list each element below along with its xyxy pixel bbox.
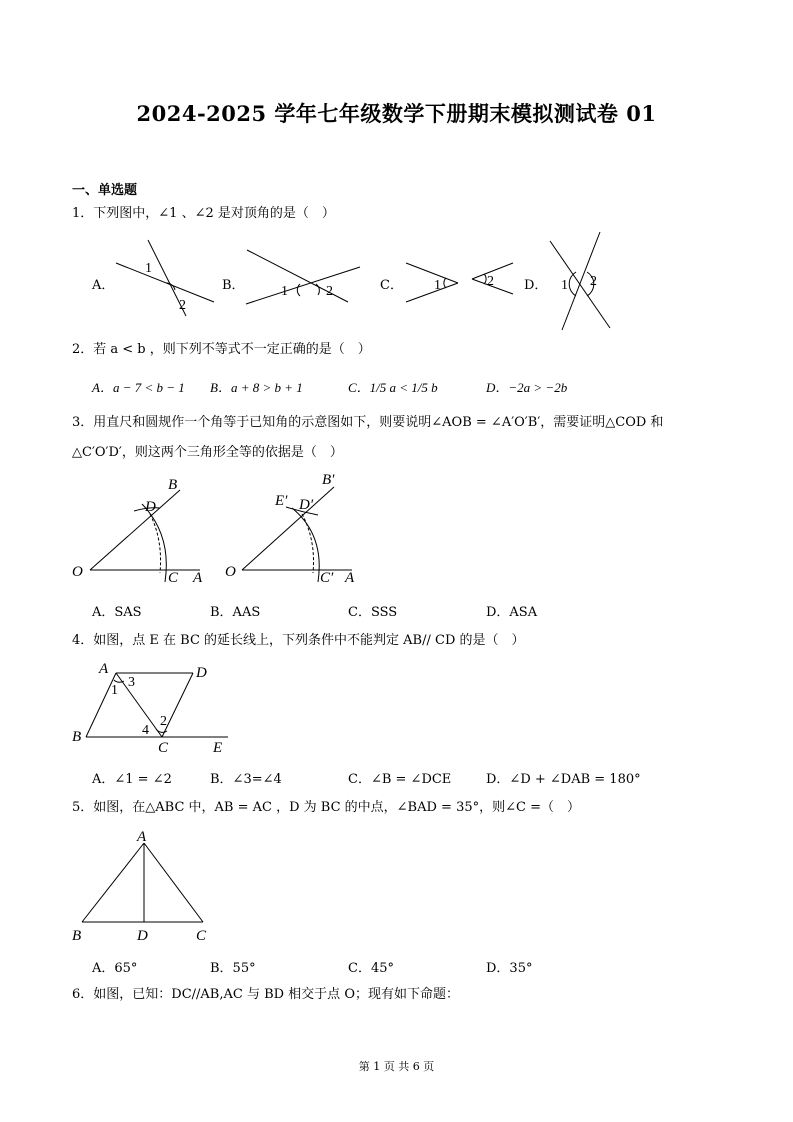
q4-label-e: E <box>213 740 223 756</box>
q3-option-c: C．SSS <box>348 605 398 620</box>
q1b-label-2: 2 <box>326 284 333 299</box>
q5-option-a: A．65° <box>92 961 138 976</box>
q1-figure-a <box>116 240 214 316</box>
question-1-stem: 1．下列图中，∠1 、∠2 是对顶角的是（ ） <box>72 206 335 221</box>
q4-option-d: D．∠D + ∠DAB = 180° <box>486 772 641 787</box>
q3-right-label-d: D′ <box>299 497 314 513</box>
q1-figure-c <box>406 263 513 302</box>
q1a-label-2: 2 <box>179 298 186 313</box>
q5-option-d: D．35° <box>486 961 533 976</box>
question-3-stem-line-1: 3．用直尺和圆规作一个角等于已知角的示意图如下，则要说明∠AOB = ∠A′O′B′，需要证明△COD 和 <box>72 415 664 430</box>
q3-left-label-b: B <box>168 477 178 493</box>
q2-option-a: A．a − 7 < b − 1 <box>92 380 185 395</box>
question-4-stem: 4．如图，点 E 在 BC 的延长线上，下列条件中不能判定 AB// CD 的是（ ） <box>72 633 525 648</box>
q1d-label-1: 1 <box>561 278 568 293</box>
q4-label-2: 2 <box>160 714 167 729</box>
q3-right-label-c: C′ <box>320 570 334 586</box>
q5-label-d: D <box>137 928 148 944</box>
q5-label-a: A <box>137 829 147 845</box>
q1c-label-2: 2 <box>487 274 494 289</box>
q4-label-b: B <box>72 729 82 745</box>
q1-figure-d <box>550 232 610 330</box>
q4-option-c: C．∠B = ∠DCE <box>348 772 452 787</box>
q5-label-b: B <box>72 928 82 944</box>
q5-label-c: C <box>196 928 207 944</box>
q3-left-label-c: C <box>168 570 179 586</box>
q5-option-c: C．45° <box>348 961 394 976</box>
question-5-stem: 5．如图，在△ABC 中，AB = AC ，D 为 BC 的中点，∠BAD = 35°，则∠C =（ ） <box>72 800 580 815</box>
q4-label-3: 3 <box>128 675 135 690</box>
q4-label-d: D <box>196 665 207 681</box>
q3-left-label-a: A <box>193 570 203 586</box>
q1-option-b: B． <box>222 278 245 293</box>
q1-option-c: C． <box>380 278 403 293</box>
q3-option-b: B．AAS <box>210 605 261 620</box>
q4-label-a: A <box>99 661 109 677</box>
question-3-stem-line-2: △C′O′D′，则这两个三角形全等的依据是（ ） <box>72 445 343 460</box>
q1-option-d: D． <box>524 278 548 293</box>
question-2-stem: 2．若 a < b ，则下列不等式不一定正确的是（ ） <box>72 342 371 357</box>
q4-option-a: A．∠1 = ∠2 <box>92 772 172 787</box>
q4-figure <box>86 673 228 737</box>
q4-option-b: B．∠3=∠4 <box>210 772 282 787</box>
q3-right-label-e: E′ <box>275 493 288 509</box>
q1d-label-2: 2 <box>590 274 597 289</box>
q4-label-1: 1 <box>111 683 118 698</box>
q4-label-4: 4 <box>142 723 149 738</box>
q3-right-label-b: B′ <box>322 472 335 488</box>
q3-figure-right <box>242 487 352 582</box>
q4-label-c: C <box>158 740 169 756</box>
q1a-label-1: 1 <box>145 261 152 276</box>
q3-right-label-o: O <box>225 564 236 580</box>
page-title: 2024-2025 学年七年级数学下册期末模拟测试卷 01 <box>136 101 657 126</box>
q5-figure <box>82 843 203 922</box>
q2-option-c: C．1/5 a < 1/5 b <box>348 380 438 395</box>
q3-option-a: A．SAS <box>92 605 142 620</box>
q3-right-label-a: A <box>345 570 355 586</box>
question-6-stem: 6．如图，已知：DC//AB,AC 与 BD 相交于点 O；现有如下命题： <box>72 987 459 1002</box>
q1-figure-b <box>246 250 360 304</box>
q3-option-d: D．ASA <box>486 605 538 620</box>
q1b-label-1: 1 <box>281 284 288 299</box>
q3-left-label-o: O <box>72 564 83 580</box>
q1c-label-1: 1 <box>434 278 441 293</box>
page-footer: 第 1 页 共 6 页 <box>358 1060 435 1073</box>
q2-option-b: B．a + 8 > b + 1 <box>210 380 303 395</box>
q5-option-b: B．55° <box>210 961 256 976</box>
q2-option-d: D．−2a > −2b <box>486 380 568 395</box>
q3-left-label-d: D <box>145 499 156 515</box>
section-heading: 一、单选题 <box>72 183 138 198</box>
q1-option-a: A． <box>92 278 115 293</box>
